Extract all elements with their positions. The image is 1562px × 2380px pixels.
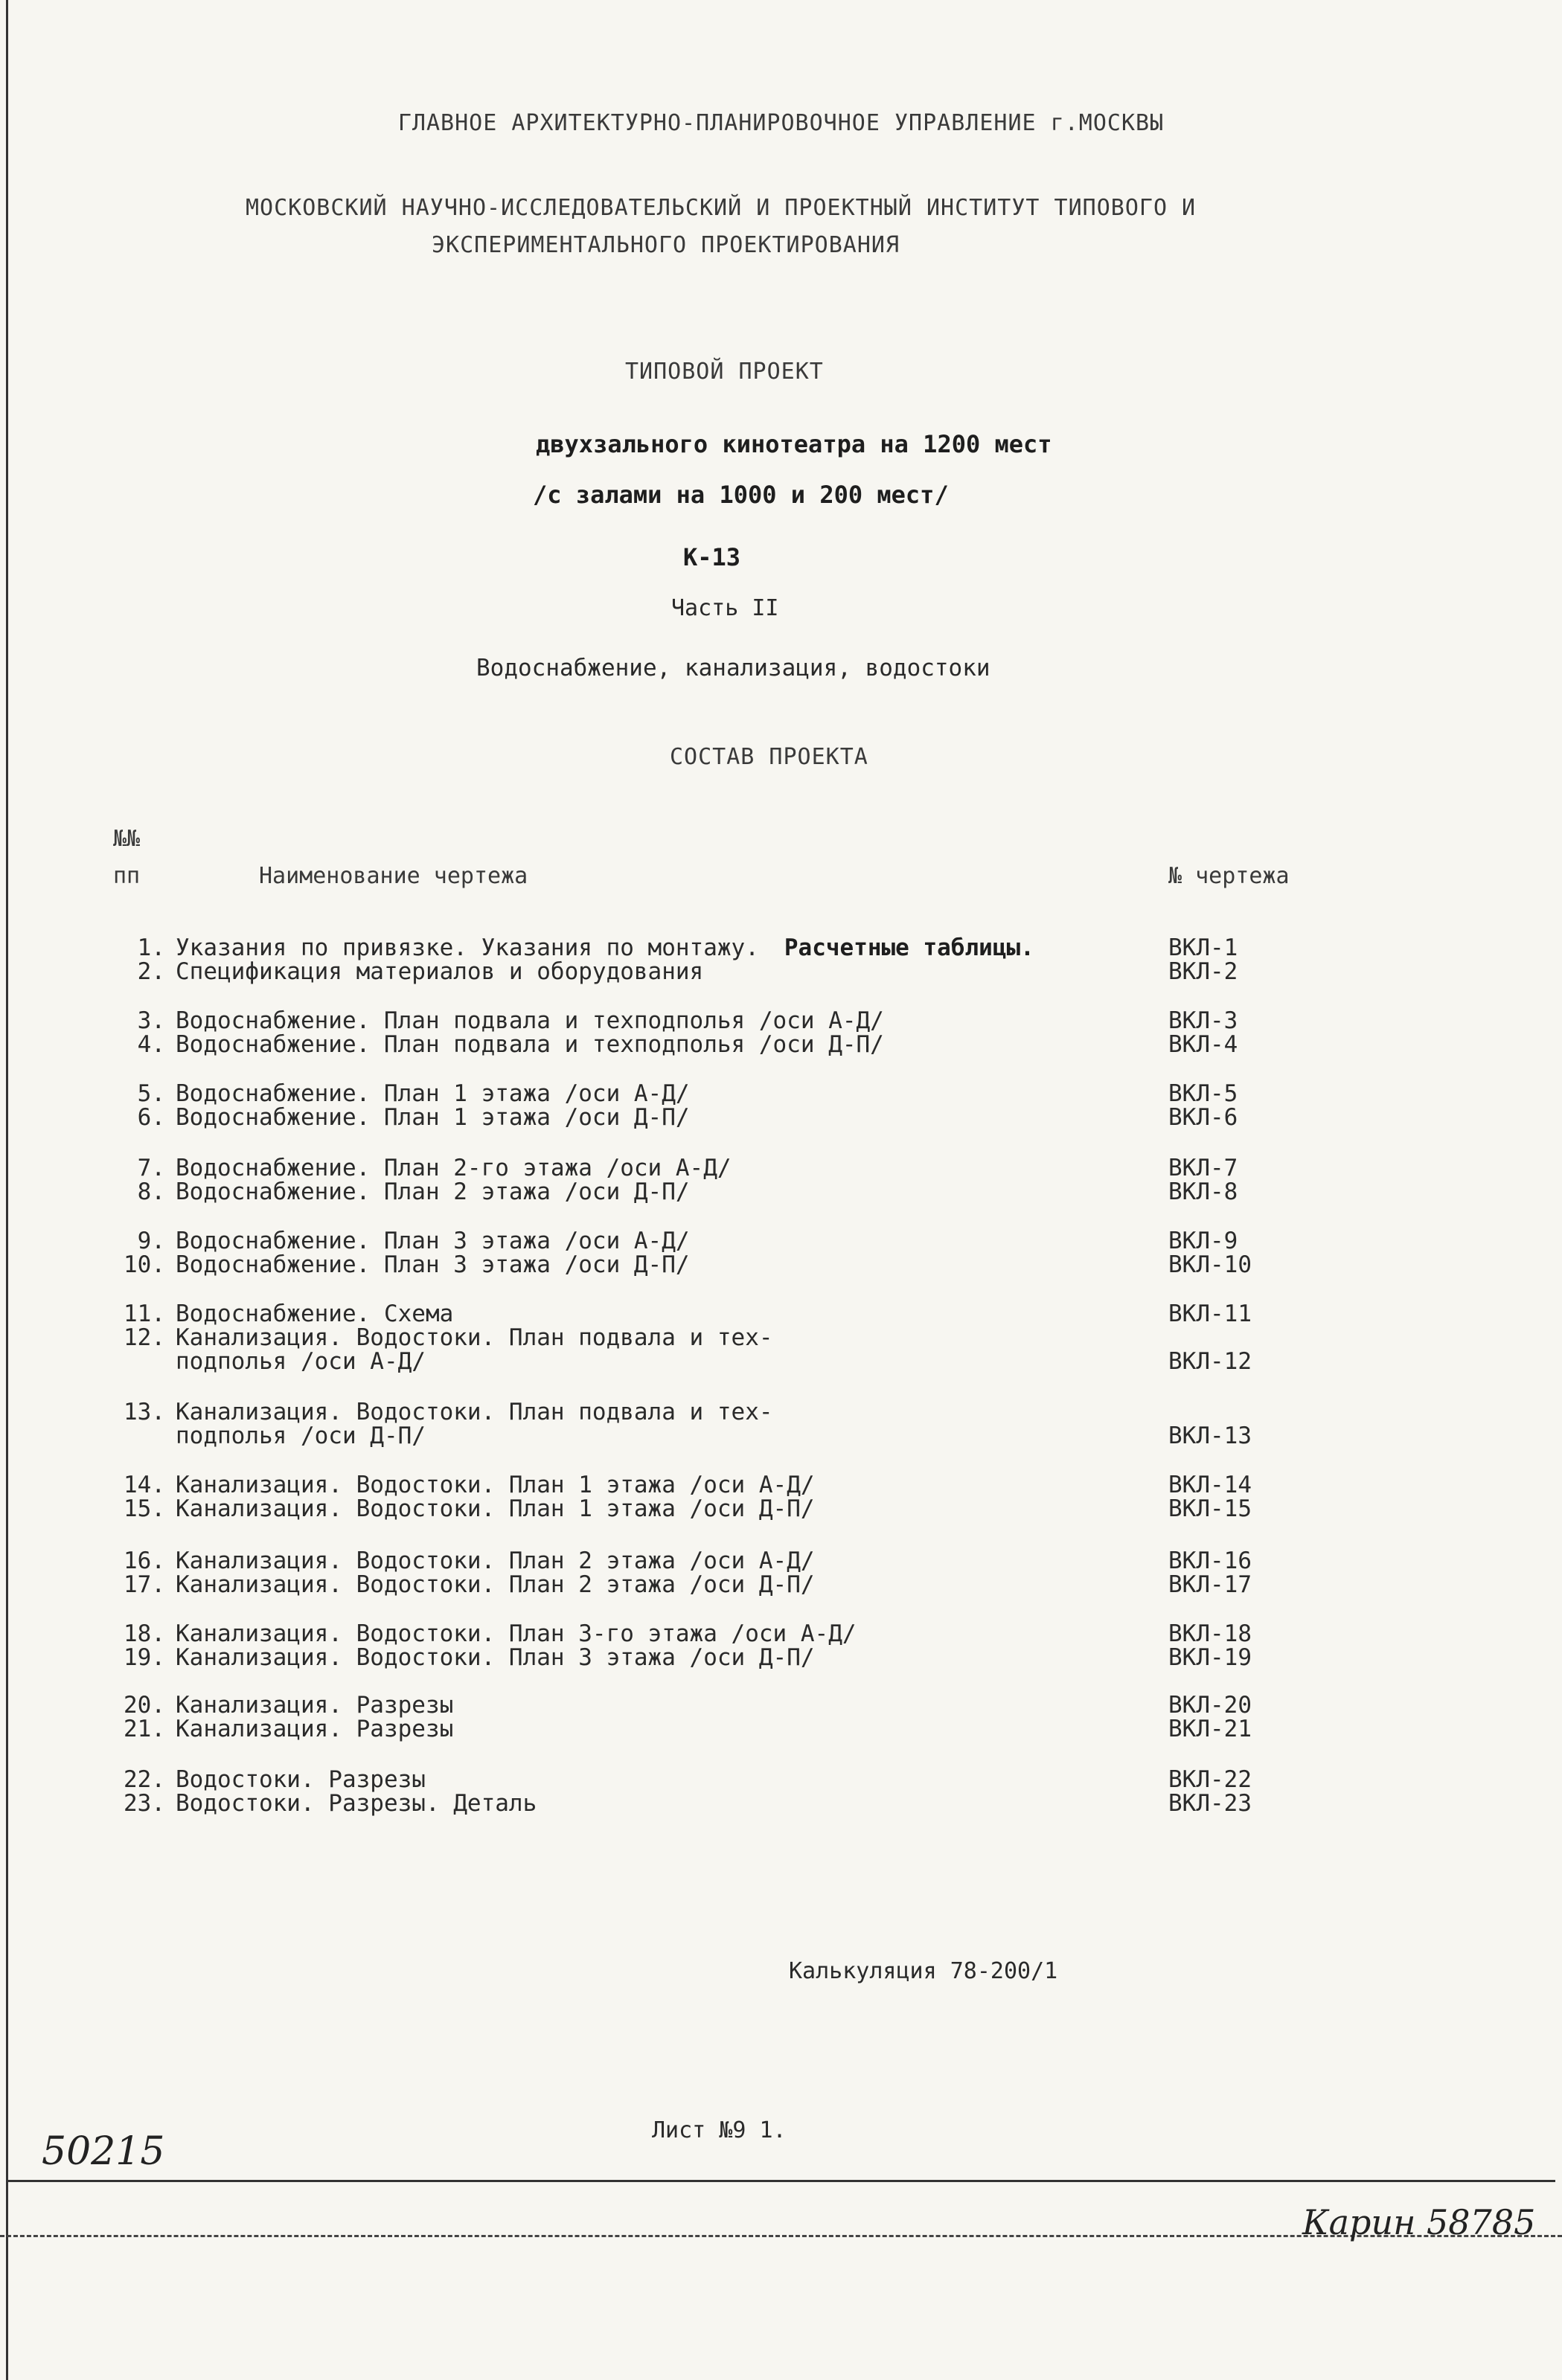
table-row [112,1251,1273,1280]
row-number: 9. [137,1228,165,1254]
row-number: 10. [124,1251,165,1278]
row-title-text: Водоснабжение. План подвала и техподполья /оси Д-П/ [176,1031,884,1058]
table-row [112,1031,1273,1059]
table-row [112,1104,1273,1132]
row-title-text: Водоснабжение. Схема [176,1300,454,1327]
composition-heading: СОСТАВ ПРОЕКТА [670,744,868,770]
row-title-text: Водостоки. Разрезы. Деталь [176,1790,537,1817]
row-title [176,958,703,985]
column-number-label: №№ [113,826,141,852]
row-number: 13. [124,1399,165,1425]
table-row [112,1571,1273,1600]
row-title-text: Канализация. Разрезы [176,1716,454,1742]
row-sheet-code: ВКЛ-5 [1168,1080,1238,1107]
page-number: Лист №9 1. [652,2117,787,2143]
row-title [176,1692,453,1719]
row-title [176,1790,537,1817]
footer-rule [7,2180,1555,2182]
row-title [176,1472,815,1498]
column-number-label-2: пп [113,863,141,889]
row-title [176,1031,884,1058]
row-number: 23. [124,1790,165,1817]
row-title [176,1348,426,1375]
row-title-text: Указания по привязке. Указания по монтажу. [176,934,759,961]
row-number: 12. [124,1324,165,1351]
row-number: 6. [137,1104,165,1131]
row-title-text: Канализация. Водостоки. План подвала и тех- [176,1399,773,1425]
row-title-text: Канализация. Водостоки. План 1 этажа /оси А-Д/ [176,1472,815,1498]
row-title-text: Канализация. Водостоки. План 3-го этажа /оси А-Д/ [176,1620,857,1647]
signature: Карин 58785 [1302,2202,1536,2242]
row-title-text: Водоснабжение. План 2 этажа /оси Д-П/ [176,1178,690,1205]
row-sheet-code: ВКЛ-9 [1168,1228,1238,1254]
row-title [176,1155,732,1181]
row-number: 4. [137,1031,165,1058]
row-sheet-code: ВКЛ-22 [1168,1766,1252,1793]
row-number: 20. [124,1692,165,1719]
row-title [176,934,1034,961]
row-sheet-code: ВКЛ-3 [1168,1007,1238,1034]
table-row [112,1178,1273,1207]
row-sheet-code: ВКЛ-11 [1168,1300,1252,1327]
row-title-text: Водоснабжение. План 2-го этажа /оси А-Д/ [176,1155,732,1181]
project-code: К-13 [683,543,741,571]
row-title [176,1324,773,1351]
row-number: 14. [124,1472,165,1498]
column-name-label: Наименование чертежа [259,863,528,889]
row-title-text: Водоснабжение. План 3 этажа /оси А-Д/ [176,1228,690,1254]
row-sheet-code: ВКЛ-17 [1168,1571,1252,1598]
row-title-text: Канализация. Разрезы [176,1692,454,1719]
row-title [176,1251,690,1278]
row-number: 1. [137,934,165,961]
row-number: 22. [124,1766,165,1793]
row-number: 5. [137,1080,165,1107]
row-title [176,1644,815,1671]
row-title [176,1080,690,1107]
row-title [176,1300,453,1327]
row-title-text: Канализация. Водостоки. План подвала и тех- [176,1324,773,1351]
row-sheet-code: ВКЛ-7 [1168,1155,1238,1181]
row-title [176,1422,426,1449]
row-title-text: подполья /оси А-Д/ [176,1348,426,1375]
row-sheet-code: ВКЛ-15 [1168,1495,1252,1522]
row-number: 8. [137,1178,165,1205]
row-sheet-code: ВКЛ-8 [1168,1178,1238,1205]
header-line-1: ГЛАВНОЕ АРХИТЕКТУРНО-ПЛАНИРОВОЧНОЕ УПРАВЛЕНИЕ г.МОСКВЫ [397,110,1165,136]
row-title-text: Водостоки. Разрезы [176,1766,426,1793]
row-title [176,1178,690,1205]
row-title [176,1104,690,1131]
project-title-line-1: двухзального кинотеатра на 1200 мест [536,430,1052,458]
row-number: 16. [124,1547,165,1574]
row-title-text: Канализация. Водостоки. План 3 этажа /оси Д-П/ [176,1644,815,1671]
table-row [112,1790,1273,1818]
project-type-label: ТИПОВОЙ ПРОЕКТ [625,359,824,385]
row-sheet-code: ВКЛ-4 [1168,1031,1238,1058]
project-title-line-2: /с залами на 1000 и 200 мест/ [533,481,949,509]
row-sheet-code: ВКЛ-23 [1168,1790,1252,1817]
table-row [112,1422,1273,1451]
project-section: Водоснабжение, канализация, водостоки [476,655,990,681]
row-title-text: Канализация. Водостоки. План 2 этажа /оси А-Д/ [176,1547,815,1574]
row-title [176,1571,815,1598]
row-title-text: Спецификация материалов и оборудования [176,958,704,985]
row-title-text: подполья /оси Д-П/ [176,1422,426,1449]
row-number: 2. [137,958,165,985]
page-left-border [6,0,8,2380]
row-number: 3. [137,1007,165,1034]
header-line-3: ЭКСПЕРИМЕНТАЛЬНОГО ПРОЕКТИРОВАНИЯ [432,232,900,258]
table-row [112,958,1273,987]
row-title-extra: Расчетные таблицы. [784,934,1034,961]
row-title-text: Водоснабжение. План подвала и техподполья /оси А-Д/ [176,1007,884,1034]
row-title-text: Канализация. Водостоки. План 1 этажа /оси Д-П/ [176,1495,815,1522]
table-row [112,1644,1273,1672]
row-title-text: Водоснабжение. План 1 этажа /оси А-Д/ [176,1080,690,1107]
column-sheet-label: № чертежа [1168,863,1290,889]
row-number: 21. [124,1716,165,1742]
row-title [176,1495,815,1522]
row-title [176,1007,884,1034]
row-title [176,1399,773,1425]
row-sheet-code: ВКЛ-2 [1168,958,1238,985]
row-sheet-code: ВКЛ-20 [1168,1692,1252,1719]
row-title [176,1228,690,1254]
row-number: 17. [124,1571,165,1598]
row-title [176,1766,426,1793]
row-number: 7. [137,1155,165,1181]
table-row [112,1716,1273,1744]
row-sheet-code: ВКЛ-1 [1168,934,1238,961]
row-title-text: Водоснабжение. План 1 этажа /оси Д-П/ [176,1104,690,1131]
row-sheet-code: ВКЛ-13 [1168,1422,1252,1449]
calculation-number: Калькуляция 78-200/1 [789,1958,1058,1984]
table-row [112,1495,1273,1524]
row-title [176,1716,453,1742]
project-part: Часть II [671,595,779,621]
row-sheet-code: ВКЛ-14 [1168,1472,1252,1498]
table-row [112,1348,1273,1376]
row-sheet-code: ВКЛ-16 [1168,1547,1252,1574]
row-title-text: Канализация. Водостоки. План 2 этажа /оси Д-П/ [176,1571,815,1598]
row-title [176,1620,857,1647]
row-sheet-code: ВКЛ-12 [1168,1348,1252,1375]
row-sheet-code: ВКЛ-10 [1168,1251,1252,1278]
row-sheet-code: ВКЛ-6 [1168,1104,1238,1131]
row-number: 18. [124,1620,165,1647]
row-sheet-code: ВКЛ-18 [1168,1620,1252,1647]
handwritten-number: 50215 [42,2129,165,2174]
row-title-text: Водоснабжение. План 3 этажа /оси Д-П/ [176,1251,690,1278]
row-number: 11. [124,1300,165,1327]
row-sheet-code: ВКЛ-19 [1168,1644,1252,1671]
row-number: 19. [124,1644,165,1671]
row-title [176,1547,815,1574]
row-sheet-code: ВКЛ-21 [1168,1716,1252,1742]
row-number: 15. [124,1495,165,1522]
header-line-2: МОСКОВСКИЙ НАУЧНО-ИССЛЕДОВАТЕЛЬСКИЙ И ПРОЕКТНЫЙ ИНСТИТУТ ТИПОВОГО И [246,195,1197,221]
